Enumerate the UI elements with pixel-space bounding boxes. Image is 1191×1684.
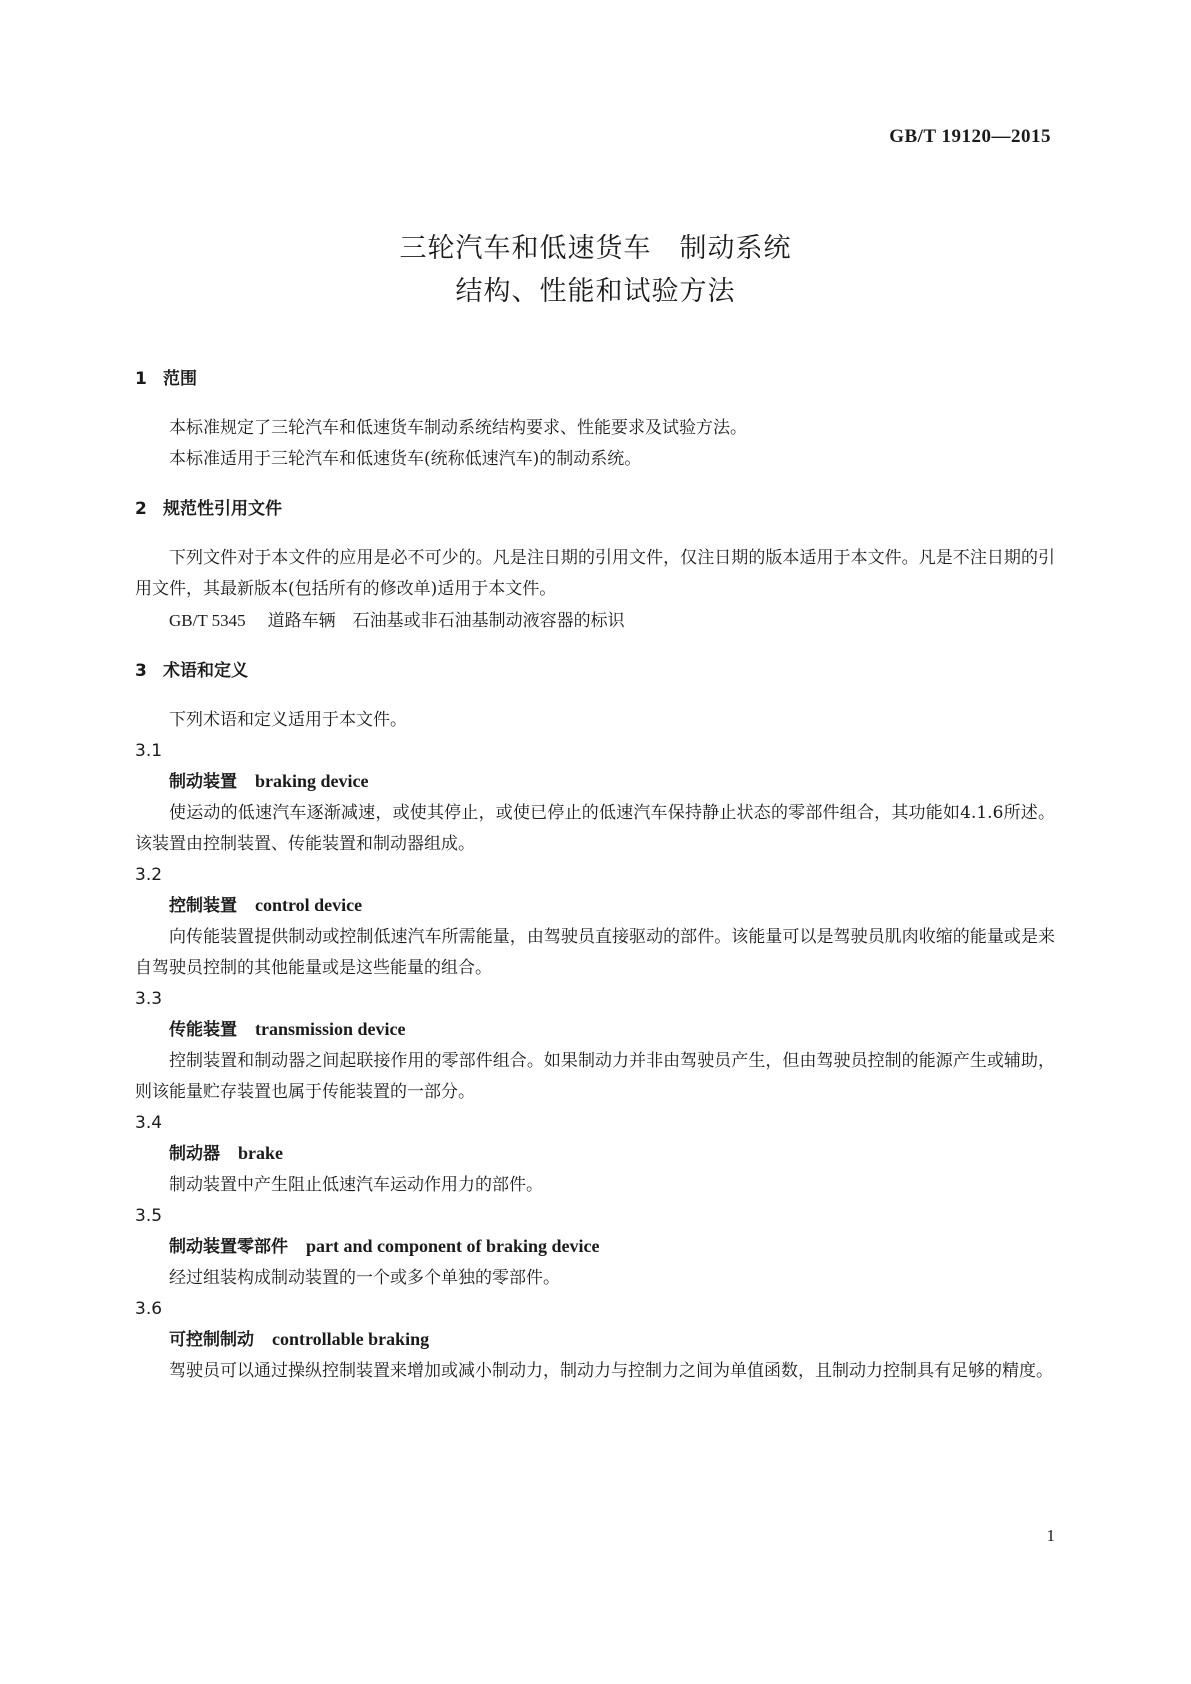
term-entry	[135, 860, 1055, 984]
term-definition: 控制装置和制动器之间起联接作用的零部件组合。如果制动力并非由驾驶员产生，但由驾驶员控制的能源产生或辅助，则该能量贮存装置也属于传能装置的一部分。	[135, 1051, 1055, 1102]
term-definition: 制动装置中产生阻止低速汽车运动作用力的部件。	[169, 1175, 543, 1195]
clause-number: 3.1	[135, 741, 163, 761]
term-zh: 制动装置	[169, 772, 237, 792]
section-1-paragraph: 本标准适用于三轮汽车和低速货车(统称低速汽车)的制动系统。	[169, 449, 642, 469]
term-name	[135, 766, 1055, 798]
term-name	[135, 1138, 1055, 1170]
term-en: transmission device	[255, 1019, 406, 1039]
term-definition: 向传能装置提供制动或控制低速汽车所需能量，由驾驶员直接驱动的部件。该能量可以是驾驶员肌肉收缩的能量或是来自驾驶员控制的其他能量或是这些能量的组合。	[135, 927, 1055, 978]
section-title: 术语和定义	[163, 661, 248, 681]
document-title-line-1: 三轮汽车和低速货车 制动系统	[399, 233, 792, 264]
section-3-heading	[135, 655, 1055, 687]
clause-number: 3.6	[135, 1299, 163, 1319]
section-title: 范围	[163, 369, 197, 389]
section-number: 1	[135, 369, 147, 389]
normative-reference	[135, 605, 1055, 637]
section-1-heading	[135, 363, 1055, 395]
document-title-line-2: 结构、性能和试验方法	[455, 276, 736, 307]
term-definition: 驾驶员可以通过操纵控制装置来增加或减小制动力，制动力与控制力之间为单值函数，且制动力控制具有足够的精度。	[169, 1361, 1053, 1381]
term-definition: 使运动的低速汽车逐渐减速，或使其停止，或使已停止的低速汽车保持静止状态的零部件组合，其功能如4.1.6所述。该装置由控制装置、传能装置和制动器组成。	[135, 803, 1055, 854]
section-number: 2	[135, 499, 147, 519]
term-entry	[135, 736, 1055, 860]
term-entry	[135, 1201, 1055, 1294]
page-number: 1	[1046, 1526, 1055, 1545]
section-title: 规范性引用文件	[163, 499, 282, 519]
section-3-intro: 下列术语和定义适用于本文件。	[169, 710, 407, 730]
term-zh: 传能装置	[169, 1020, 237, 1040]
clause-number: 3.5	[135, 1206, 163, 1226]
clause-number: 3.2	[135, 865, 163, 885]
section-2-heading	[135, 493, 1055, 525]
term-en: controllable braking	[272, 1329, 430, 1349]
term-name	[135, 1231, 1055, 1263]
term-entry	[135, 1294, 1055, 1387]
term-zh: 可控制制动	[169, 1330, 254, 1350]
clause-number: 3.4	[135, 1113, 163, 1133]
document-body	[135, 363, 1055, 1387]
term-definition: 经过组装构成制动装置的一个或多个单独的零部件。	[169, 1268, 560, 1288]
term-en: braking device	[255, 771, 369, 791]
term-en: brake	[238, 1143, 283, 1163]
clause-number: 3.3	[135, 989, 163, 1009]
term-en: part and component of braking device	[306, 1236, 600, 1256]
standard-code: GB/T 19120—2015	[889, 126, 1051, 147]
term-name	[135, 1014, 1055, 1046]
term-entry	[135, 1108, 1055, 1201]
term-zh: 制动装置零部件	[169, 1237, 288, 1257]
term-name	[135, 1324, 1055, 1356]
section-2-intro: 下列文件对于本文件的应用是必不可少的。凡是注日期的引用文件，仅注日期的版本适用于本文件。凡是不注日期的引用文件，其最新版本(包括所有的修改单)适用于本文件。	[135, 548, 1055, 599]
term-en: control device	[255, 895, 363, 915]
reference-code: GB/T 5345	[169, 611, 246, 630]
term-zh: 制动器	[169, 1144, 220, 1164]
term-zh: 控制装置	[169, 896, 237, 916]
section-1-paragraph: 本标准规定了三轮汽车和低速货车制动系统结构要求、性能要求及试验方法。	[169, 418, 747, 438]
term-entry	[135, 984, 1055, 1108]
term-name	[135, 890, 1055, 922]
reference-title: 道路车辆 石油基或非石油基制动液容器的标识	[267, 611, 625, 631]
section-number: 3	[135, 661, 147, 681]
